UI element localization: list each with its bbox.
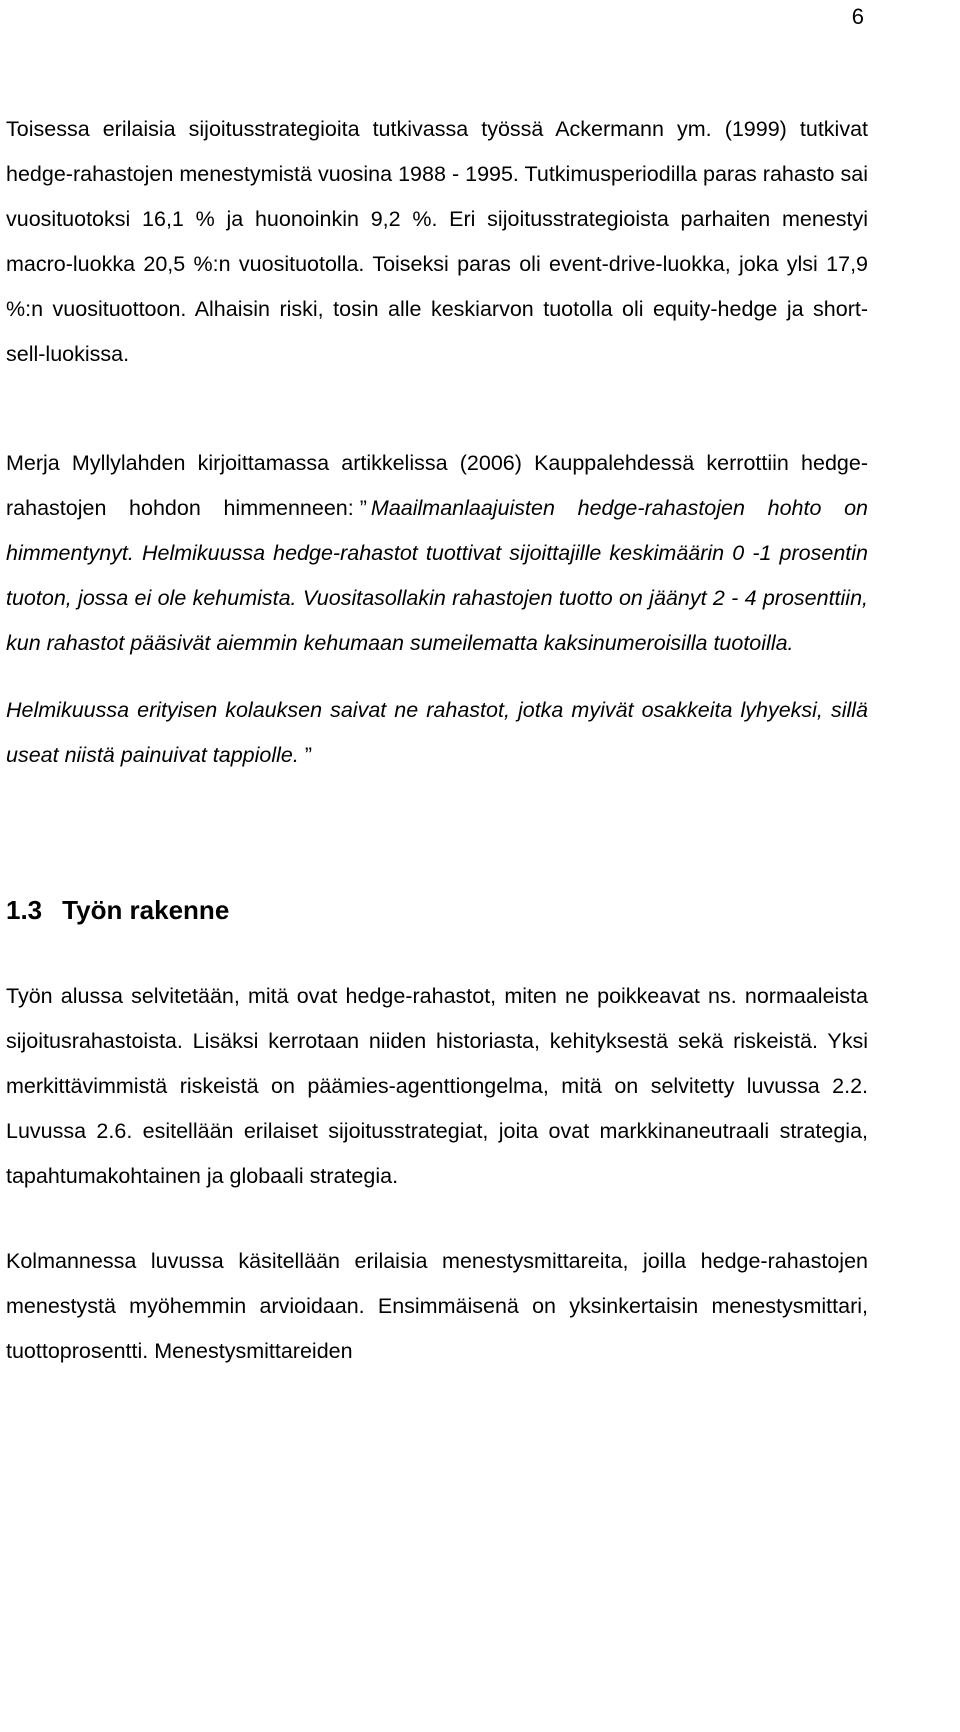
paragraph-quote-continuation [6, 688, 868, 778]
article-quote-text: Maailmanlaajuisten hedge-rahastojen hohto on himmentynyt. Helmikuussa hedge-rahastot tuottivat sijoittajille keskimäärin 0 -1 prosentin tuoton, jossa ei ole kehumista. Vuositasollakin rahastojen tuotto on jäänyt 2 - 4 prosenttiin, kun rahastot pääsivät aiemmin kehumaan sumeilematta kaksinumeroisilla tuotoilla. [6, 496, 868, 655]
page-number: 6 [851, 4, 864, 29]
section-heading [6, 886, 868, 934]
opening-quote-mark: ” [359, 496, 367, 520]
closing-quote-mark: ” [304, 743, 313, 767]
paragraph-ackermann-study: Toisessa erilaisia sijoitusstrategioita tutkivassa työssä Ackermann ym. (1999) tutkivat hedge-rahastojen menestymistä vuosina 1988 - 1995. Tutkimusperiodilla paras rahasto sai vuosituotoksi 16,1 % ja huonoinkin 9,2 %. Eri sijoitusstrategioista parhaiten menestyi macro-luokka 20,5 %:n vuosituotolla. Toiseksi paras oli event-drive-luokka, joka ylsi 17,9 %:n vuosituottoon. Alhaisin riski, tosin alle keskiarvon tuotolla oli equity-hedge ja short-sell-luokissa. [6, 117, 868, 366]
paragraph-work-structure: Työn alussa selvitetään, mitä ovat hedge-rahastot, miten ne poikkeavat ns. normaaleista sijoitusrahastoista. Lisäksi kerrotaan niiden historiasta, kehityksestä sekä riskeistä. Yksi merkittävimmistä riskeistä on päämies-agenttiongelma, mitä on selvitetty luvussa 2.2. Luvussa 2.6. esitellään erilaiset sijoitusstrategiat, joita ovat markkinaneutraali strategia, tapahtumakohtainen ja globaali strategia. [6, 984, 868, 1188]
quote-continuation-text: Helmikuussa erityisen kolauksen saivat ne rahastot, jotka myivät osakkeita lyhyeksi, sillä useat niistä painuivat tappiolle. [6, 698, 868, 767]
document-body [6, 107, 868, 1374]
section-number: 1.3 [6, 895, 43, 925]
paragraph-chapter-three: Kolmannessa luvussa käsitellään erilaisia menestysmittareita, joilla hedge-rahastojen menestystä myöhemmin arvioidaan. Ensimmäisenä on yksinkertaisin menestysmittari, tuottoprosentti. Menestysmittareiden [6, 1249, 868, 1363]
article-lead-text: Merja Myllylahden kirjoittamassa artikkelissa (2006) Kauppalehdessä kerrottiin hedge-rahastojen hohdon himmenneen: [6, 451, 868, 520]
paragraph-kauppalehti-article [6, 441, 868, 666]
section-title: Työn rakenne [62, 895, 230, 925]
